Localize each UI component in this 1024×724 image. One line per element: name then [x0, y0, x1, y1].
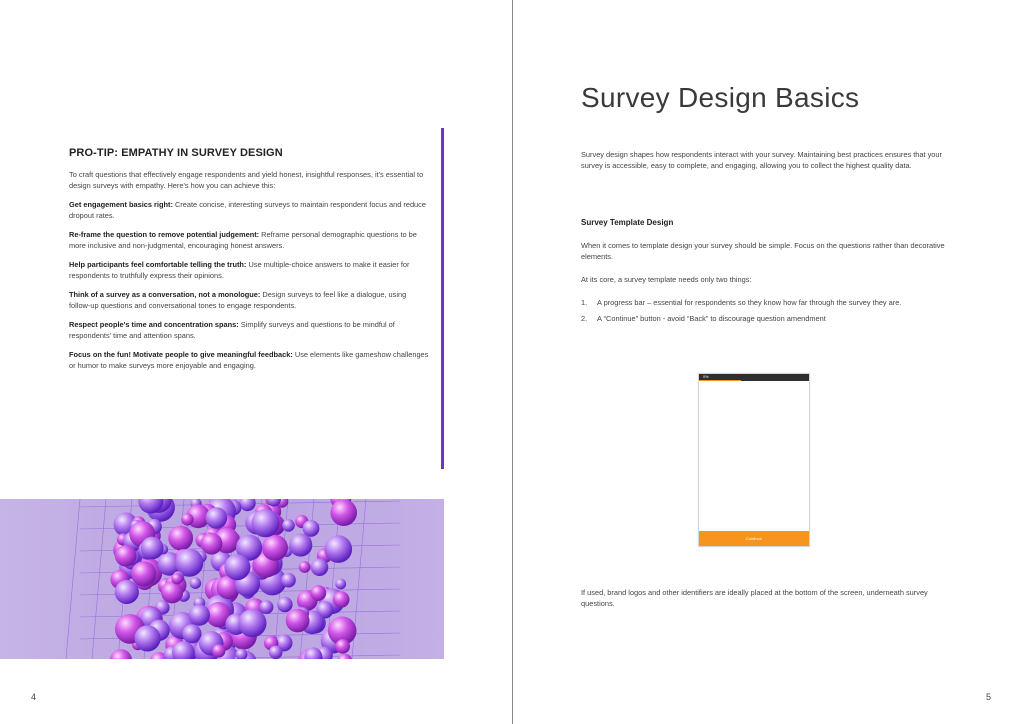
sphere: [181, 513, 193, 525]
template-para-1: [581, 240, 951, 262]
spheres-graphic: [0, 499, 444, 659]
tip-body: Design surveys to feel like a dialogue, using follow-up questions and conversational tones to engage respondents.: [69, 290, 407, 310]
sphere: [337, 654, 352, 659]
intro-text: Survey design shapes how respondents interact with your survey. Maintaining best practices ensures that your survey is accessible, easy to complete, and engaging, allowing you to collect the highest quality data.: [581, 150, 942, 170]
step-number: 1.: [581, 298, 588, 307]
sphere: [206, 507, 228, 529]
accent-bar: [441, 128, 444, 469]
page-number-left: 4: [31, 692, 37, 702]
sphere: [110, 649, 132, 659]
tip-body: Use elements like gameshow challenges or humor to make surveys more enjoyable and engaging.: [69, 350, 429, 370]
sphere: [299, 561, 311, 573]
sphere: [115, 545, 137, 567]
tip-title: Re-frame the question to remove potential judgement:: [69, 230, 260, 239]
steps-block: [581, 297, 951, 329]
spheres-illustration: [0, 499, 444, 659]
tip-item: [69, 229, 429, 251]
tip-item: [69, 319, 429, 341]
sphere: [239, 499, 255, 511]
tip-item: [69, 259, 429, 281]
mockup-progress-fill: [699, 380, 741, 382]
intro-paragraph: [581, 149, 951, 171]
sphere: [310, 585, 326, 601]
tip-title: Help participants feel comfortable telling the truth:: [69, 260, 247, 269]
sphere: [238, 609, 266, 637]
template-section: [581, 217, 951, 228]
tip-item: [69, 349, 429, 371]
tip-body: Use multiple-choice answers to make it easier for respondents to truthfully express their opinions.: [69, 260, 410, 280]
tip-item: [69, 289, 429, 311]
sphere: [131, 561, 156, 586]
step-item: [581, 297, 951, 308]
step-number: 2.: [581, 314, 588, 323]
sphere: [115, 580, 139, 604]
footer-paragraph: [581, 587, 951, 609]
step-text: A “Continue” button - avoid “Back” to discourage question amendment: [597, 314, 826, 323]
tip-title: Get engagement basics right:: [69, 200, 173, 209]
footer-text: If used, brand logos and other identifiers are ideally placed at the bottom of the screen, underneath survey questions.: [581, 588, 928, 608]
page-number-right: 5: [986, 692, 992, 702]
tip-title: Think of a survey as a conversation, not a monologue:: [69, 290, 261, 299]
mockup-continue-button: Continue: [699, 531, 809, 546]
step-item: [581, 313, 951, 324]
sphere: [289, 533, 312, 556]
sphere: [335, 579, 346, 590]
sphere: [282, 519, 295, 532]
sphere: [168, 526, 193, 551]
para2-text: At its core, a survey template needs only two things:: [581, 275, 752, 284]
sphere: [311, 559, 329, 577]
tip-title: Focus on the fun! Motivate people to give meaningful feedback:: [69, 350, 293, 359]
section-subheading: Survey Template Design: [581, 218, 674, 227]
step-text: A progress bar – essential for respondents so they know how far through the survey they are.: [597, 298, 902, 307]
page-title: Survey Design Basics: [581, 82, 860, 113]
protip-intro: To craft questions that effectively engage respondents and yield honest, insightful responses, it's essential to design surveys with empathy. Here's how you can achieve this:: [69, 170, 424, 190]
sphere: [251, 509, 279, 537]
tip-body: Reframe personal demographic questions to be more inclusive and non-judgmental, encouraging honest answers.: [69, 230, 417, 250]
tip-body: Create concise, interesting surveys to maintain respondent focus and reduce dropout rates.: [69, 200, 426, 220]
sphere: [260, 600, 274, 614]
mockup-progress-bar: [699, 374, 809, 381]
tip-title: Respect people's time and concentration spans:: [69, 320, 239, 329]
sphere: [325, 535, 353, 563]
sphere: [161, 581, 183, 603]
sphere: [333, 591, 350, 608]
sphere: [330, 499, 357, 526]
sphere: [201, 533, 223, 555]
sphere: [277, 597, 292, 612]
para1-text: When it comes to template design your survey should be simple. Focus on the questions rather than decorative elements.: [581, 241, 945, 261]
protip-heading: PRO-TIP: EMPATHY IN SURVEY DESIGN: [69, 147, 283, 159]
template-para-2: [581, 274, 951, 285]
sphere: [171, 573, 182, 584]
tips-list: [69, 199, 429, 371]
sphere: [190, 577, 202, 589]
sphere: [269, 646, 283, 660]
sphere: [281, 573, 296, 588]
sphere: [212, 644, 225, 657]
steps-list: [581, 297, 951, 324]
grid-line: [92, 499, 106, 659]
sphere: [236, 649, 248, 659]
sphere: [134, 625, 160, 651]
sphere: [286, 609, 310, 633]
grid-line: [66, 499, 80, 659]
protip-box: [69, 148, 429, 379]
sphere: [141, 537, 164, 560]
sphere: [262, 535, 288, 561]
sphere: [335, 639, 350, 654]
mockup-progress-label: 0%: [703, 375, 709, 379]
sphere: [182, 624, 201, 643]
survey-template-mockup: [698, 373, 810, 547]
sphere: [189, 605, 210, 626]
sphere: [224, 554, 250, 580]
tip-body: Simplify surveys and questions to be mindful of respondents' time and attention spans.: [69, 320, 395, 340]
tip-item: [69, 199, 429, 221]
